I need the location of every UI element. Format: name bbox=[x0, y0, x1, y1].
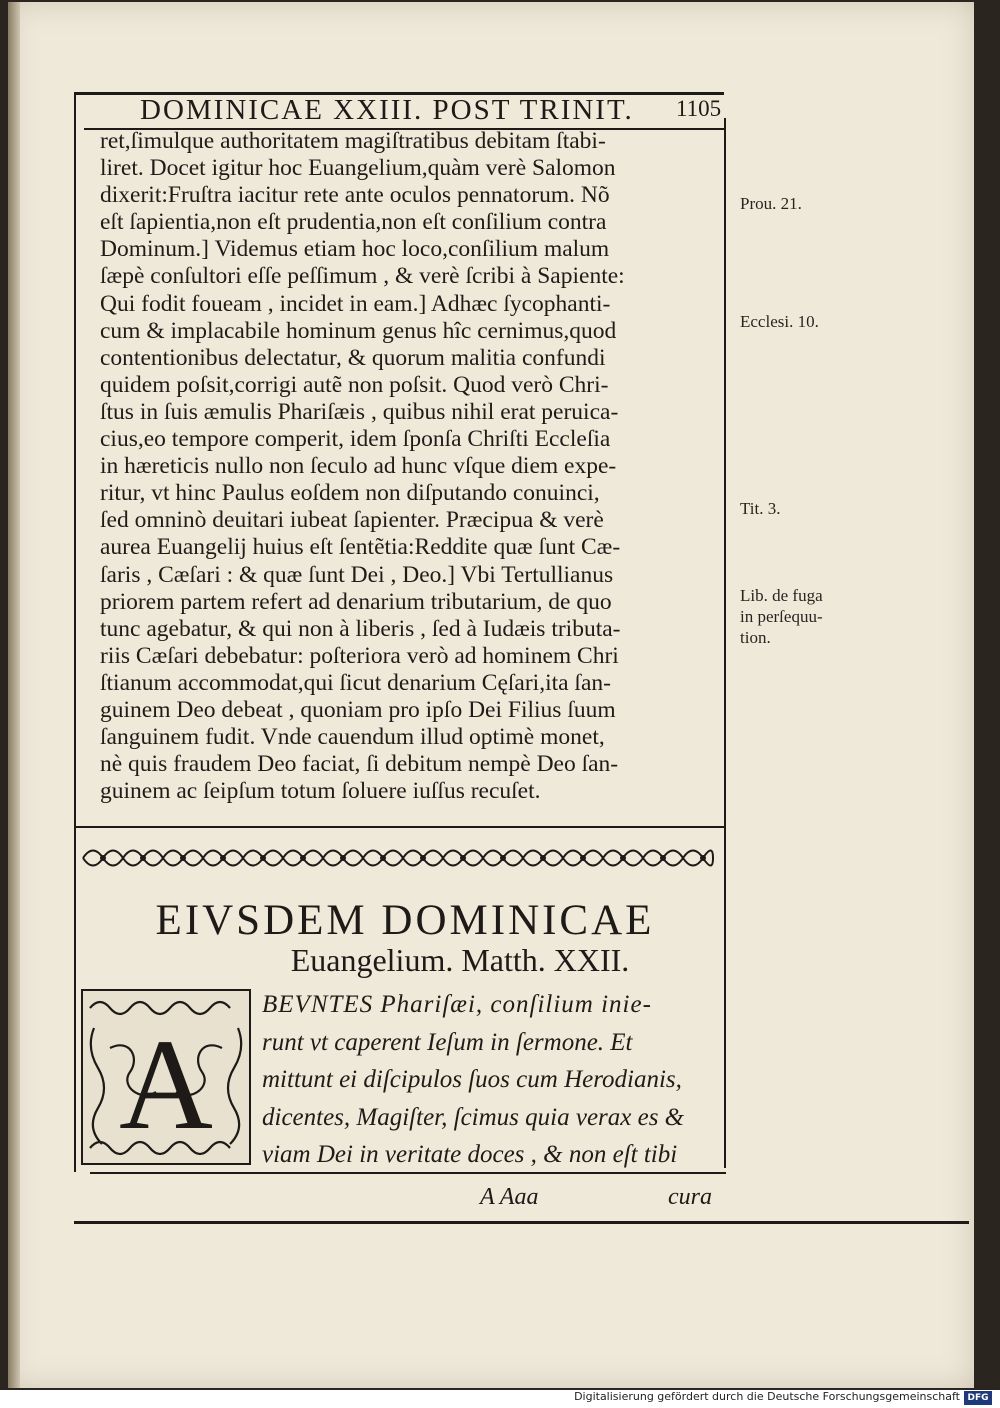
margin-note-lib-line2: in perſequu- bbox=[740, 607, 823, 626]
text-line: nè quis fraudem Deo faciat, ſi debitum nempè Deo ſan- bbox=[100, 751, 619, 778]
text-line: quidem poſsit,corrigi autẽ non poſsit. Quod verò Chri- bbox=[100, 371, 609, 398]
bottom-page-rule bbox=[74, 1221, 969, 1224]
text-line: tunc agebatur, & qui non à liberis , ſed à Iudæis tributa- bbox=[100, 615, 621, 642]
text-line: contentionibus delectatur, & quorum malitia confundi bbox=[100, 344, 606, 371]
gospel-line: dicentes, Magiſter, ſcimus quia verax es & bbox=[262, 1103, 685, 1131]
text-line: eſt ſapientia,non eſt prudentia,non eſt conſilium contra bbox=[100, 209, 607, 236]
left-frame-rule bbox=[74, 92, 76, 1172]
text-line: ſtianum accommodat,qui ſicut denarium Cęſari,ita ſan- bbox=[100, 669, 611, 696]
text-line: ſed omninò deuitari iubeat ſapienter. Præcipua & verè bbox=[100, 507, 604, 534]
page-binding-edge bbox=[8, 2, 20, 1388]
main-text-block bbox=[100, 128, 700, 805]
gospel-line: runt vt caperent Ieſum in ſermone. Et bbox=[262, 1028, 633, 1056]
initial-letter: A bbox=[119, 1013, 213, 1157]
margin-note-prou: Prou. 21. bbox=[740, 194, 802, 213]
decorated-initial-a bbox=[80, 988, 252, 1166]
text-line: priorem partem refert ad denarium tributarium, de quo bbox=[100, 588, 612, 615]
gospel-line: viam Dei in veritate doces , & non eſt tibi bbox=[262, 1141, 678, 1168]
gospel-text-block bbox=[262, 986, 722, 1174]
section-subtitle: Euangelium. Matth. XXII. bbox=[290, 942, 630, 978]
signature-catchword-line bbox=[480, 1184, 720, 1211]
gospel-line: mittunt ei diſcipulos ſuos cum Herodianis, bbox=[262, 1066, 682, 1093]
text-line: ſanguinem fudit. Vnde cauendum illud optimè monet, bbox=[100, 724, 605, 751]
text-line: ſtus in ſuis æmulis Phariſæis , quibus nihil erat peruica- bbox=[100, 398, 619, 425]
text-line: guinem ac ſeipſum totum ſoluere iuſſus recuſet. bbox=[100, 778, 541, 805]
right-frame-rule bbox=[724, 118, 726, 1168]
margin-note-tit: Tit. 3. bbox=[740, 499, 781, 518]
text-line: ſæpè conſultori eſſe peſſimum , & verè ſcribi à Sapiente: bbox=[100, 263, 625, 290]
section-title: EIVSDEM DOMINICAE bbox=[155, 897, 655, 944]
text-line: cum & implacabile hominum genus hîc cernimus,quod bbox=[100, 317, 617, 344]
dfg-logo: DFG bbox=[964, 1391, 992, 1405]
signature-mark: A Aaa bbox=[480, 1184, 539, 1210]
text-line: dixerit:Fruſtra iacitur rete ante oculos pennatorum. Nõ bbox=[100, 182, 610, 209]
margin-note-ecclesi: Ecclesi. 10. bbox=[740, 312, 819, 331]
catchword: cura bbox=[668, 1184, 712, 1210]
printers-ornament-band bbox=[78, 838, 718, 878]
text-line: liret. Docet igitur hoc Euangelium,quàm verè Salomon bbox=[100, 155, 616, 182]
funding-credit: Digitalisierung gefördert durch die Deutsche Forschungsgemeinschaft bbox=[574, 1390, 960, 1403]
text-line: ſaris , Cæſari : & quæ ſunt Dei , Deo.] Vbi Tertullianus bbox=[100, 561, 614, 588]
text-line: Dominum.] Videmus etiam hoc loco,conſilium malum bbox=[100, 236, 610, 263]
text-line: riis Cæſari debebatur: poſteriora verò ad hominem Chri bbox=[100, 642, 619, 669]
page-number: 1105 bbox=[676, 96, 722, 121]
text-line: ret,ſimulque authoritatem magiſtratibus debitam ſtabi- bbox=[100, 128, 606, 154]
text-line: in hæreticis nullo non ſeculo ad hunc vſque diem expe- bbox=[100, 453, 617, 480]
text-line: ritur, vt hinc Paulus eoſdem non diſputando conuinci, bbox=[100, 480, 600, 507]
gospel-line: BEVNTES Phariſæi, conſilium inie- bbox=[262, 991, 652, 1018]
text-line: guinem Deo debeat , quoniam pro ipſo Dei Filius ſuum bbox=[100, 696, 616, 723]
margin-note-lib-line3: tion. bbox=[740, 628, 771, 647]
text-line: aurea Euangelij huius eſt ſentẽtia:Reddite quæ ſunt Cæ- bbox=[100, 534, 621, 561]
running-head: DOMINICAE XXIII. POST TRINIT. bbox=[140, 94, 634, 126]
section-divider-rule bbox=[74, 826, 726, 828]
margin-note-lib-line1: Lib. de fuga bbox=[740, 586, 823, 605]
text-line: cius,eo tempore comperit, idem ſponſa Chriſti Eccleſia bbox=[100, 426, 611, 453]
text-line: Qui fodit foueam , incidet in eam.] Adhæc ſycophanti- bbox=[100, 290, 611, 317]
